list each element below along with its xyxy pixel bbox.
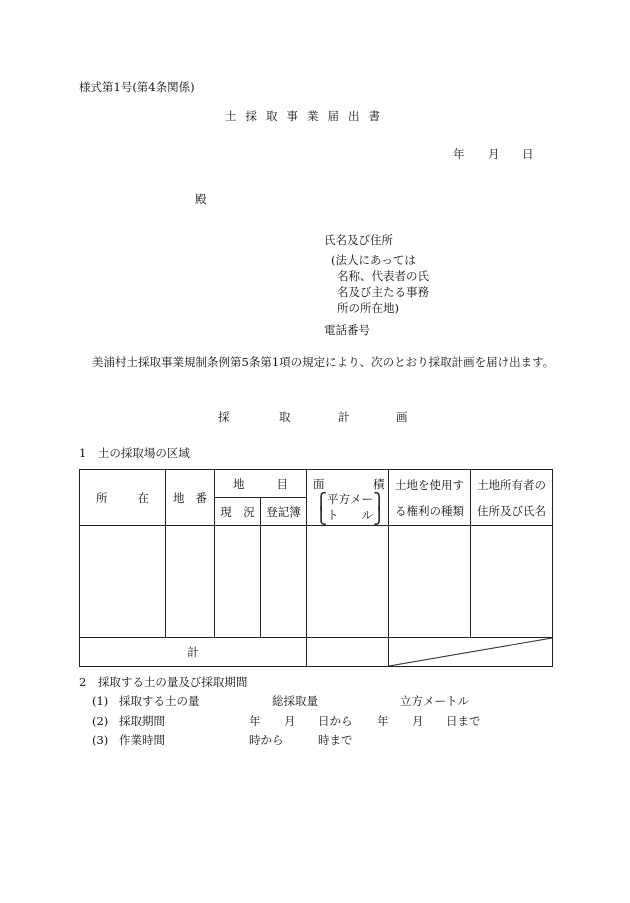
applicant-note-line: (法人にあっては <box>331 253 416 267</box>
item2-start-month: 月 <box>284 714 296 728</box>
plan-heading-char: 取 <box>279 410 291 424</box>
item2-end-month: 月 <box>412 714 424 728</box>
right-to-use-cell[interactable] <box>389 526 471 638</box>
item1-total-label: 総採取量 <box>272 694 318 708</box>
statement-text: 美浦村土採取事業規制条例第5条第1項の規定により、次のとおり採取計画を届け出ます。 <box>92 355 555 369</box>
applicant-note-line: 名及び主たる事務 <box>337 285 429 299</box>
item2-start-day: 日から <box>318 714 353 728</box>
addressee-honorific: 殿 <box>195 192 207 206</box>
applicant-note-line: 名称、代表者の氏 <box>337 269 429 283</box>
item2-end-year: 年 <box>377 714 389 728</box>
plan-heading-char: 採 <box>218 410 230 424</box>
lot-number-cell[interactable] <box>166 526 215 638</box>
applicant-note-line: 所の所在地) <box>337 301 399 315</box>
plan-heading-char: 画 <box>396 410 408 424</box>
item2-start-year: 年 <box>249 714 261 728</box>
section2-heading: 2 採取する土の量及び採取期間 <box>79 675 248 689</box>
total-area-cell[interactable] <box>307 638 389 667</box>
item3-number: (3) <box>92 733 109 747</box>
document-title: 土採取事業届出書 <box>225 109 389 123</box>
lot-number-header: 地 番 <box>166 470 215 526</box>
item3-label: 作業時間 <box>119 733 165 747</box>
total-blank-cell <box>389 638 553 667</box>
owner-header: 土地所有者の 住所及び氏名 <box>471 470 553 526</box>
date-year-label: 年 <box>453 147 465 161</box>
land-category-header: 地 目 <box>215 470 307 498</box>
plan-heading-char: 計 <box>338 410 350 424</box>
current-status-header: 現 況 <box>215 498 261 526</box>
area-header: 面 積 ⎧ ⎩ 平方メー ト ル ⎫ ⎭ <box>307 470 389 526</box>
date-day-label: 日 <box>522 147 534 161</box>
item2-end-day: 日まで <box>446 714 481 728</box>
location-cell[interactable] <box>80 526 166 638</box>
total-label-cell: 計 <box>80 638 307 667</box>
phone-label: 電話番号 <box>324 323 370 337</box>
item3-to: 時まで <box>318 733 353 747</box>
item1-number: (1) <box>92 694 109 708</box>
area-cell[interactable] <box>307 526 389 638</box>
item1-unit: 立方メートル <box>400 694 469 708</box>
location-header: 所 在 <box>80 470 166 526</box>
item2-number: (2) <box>92 714 109 728</box>
diagonal-line <box>389 638 552 666</box>
registry-header: 登記簿 <box>261 498 307 526</box>
right-to-use-header: 土地を使用す る権利の種類 <box>389 470 471 526</box>
collection-area-table <box>79 469 553 667</box>
date-month-label: 月 <box>488 147 500 161</box>
form-number: 様式第1号(第4条関係) <box>79 80 195 94</box>
applicant-name-label: 氏名及び住所 <box>324 233 393 247</box>
item2-label: 採取期間 <box>119 714 165 728</box>
item1-label: 採取する土の量 <box>119 694 200 708</box>
registry-cell[interactable] <box>261 526 307 638</box>
owner-cell[interactable] <box>471 526 553 638</box>
section1-heading: 1 土の採取場の区域 <box>79 446 190 460</box>
item3-from: 時から <box>249 733 284 747</box>
current-status-cell[interactable] <box>215 526 261 638</box>
plan-heading <box>0 412 630 426</box>
